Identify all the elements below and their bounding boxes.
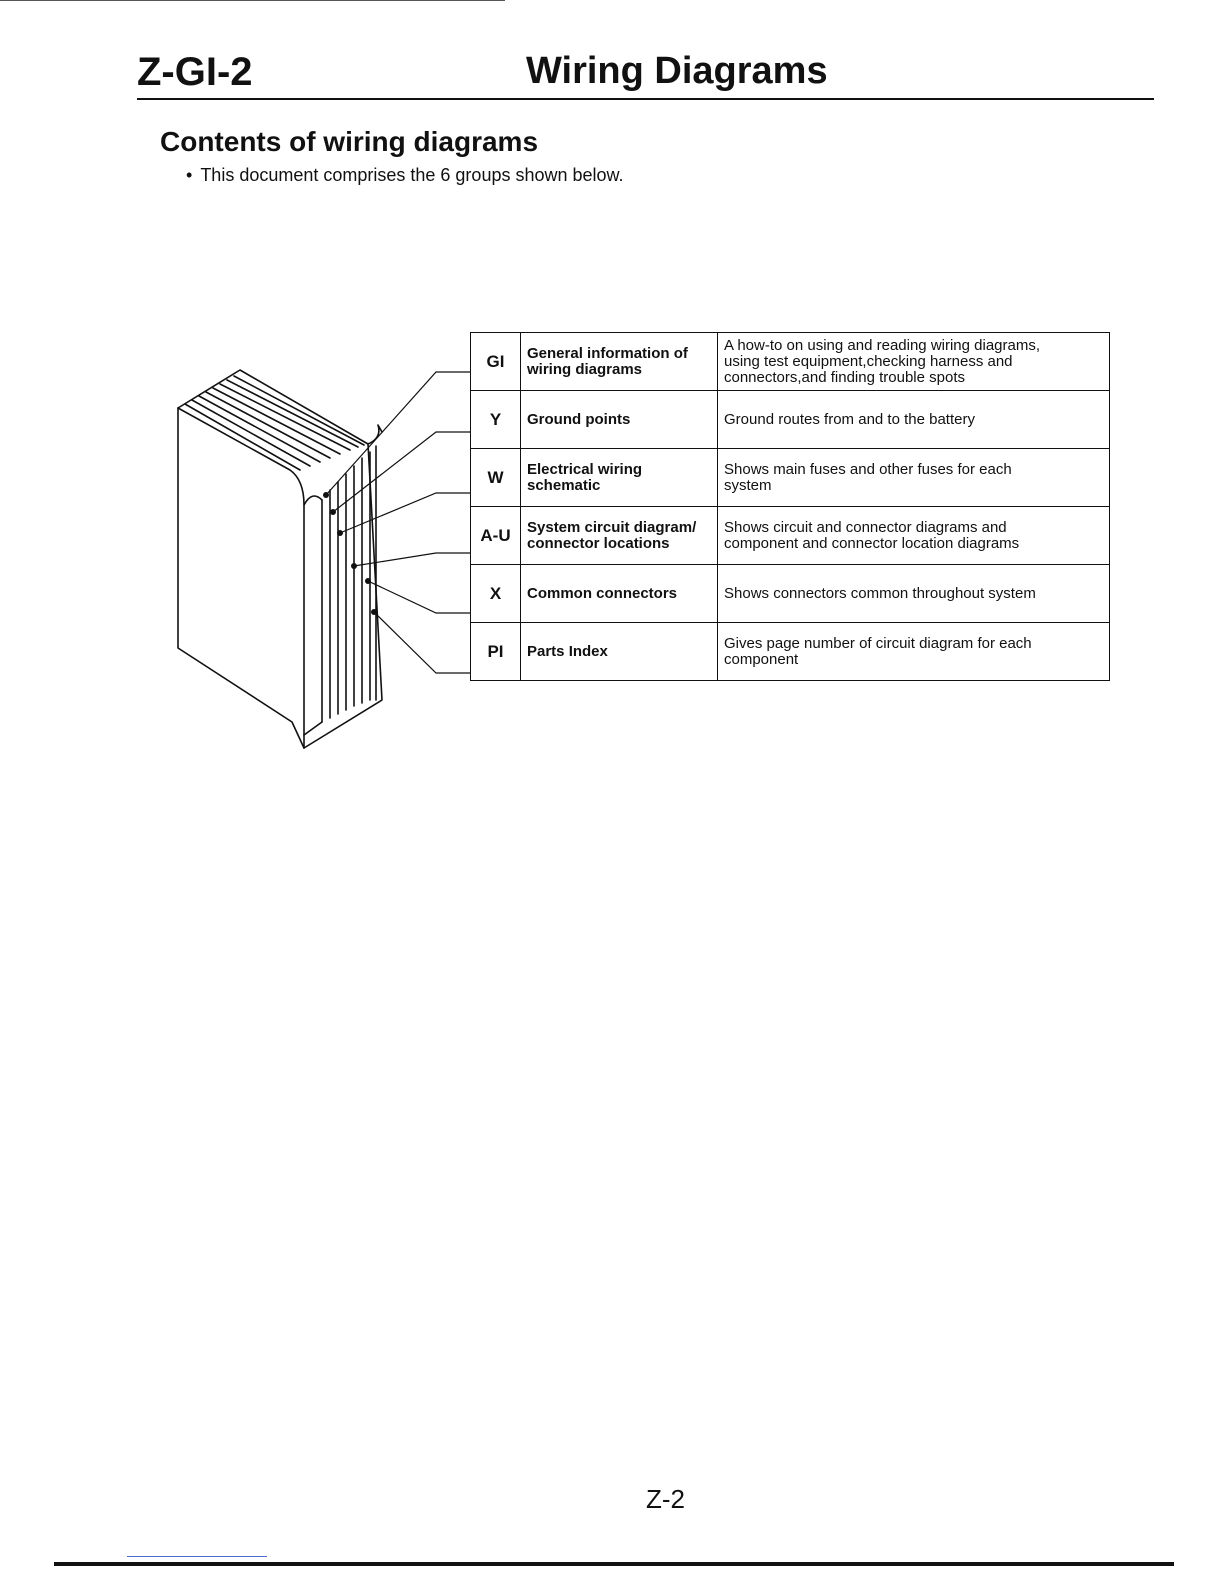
- page-code: Z-GI-2: [137, 50, 253, 94]
- group-name: [521, 565, 718, 623]
- group-description-line: A how-to on using and reading wiring diagrams,: [724, 336, 1041, 354]
- group-name-line: Common connectors: [527, 584, 678, 602]
- group-description: [718, 449, 1110, 507]
- table-row: [471, 565, 1110, 623]
- group-code: PI: [471, 623, 521, 681]
- group-name-line: wiring diagrams: [527, 360, 643, 378]
- table-row: [471, 623, 1110, 681]
- group-description-line: component and connector location diagrams: [724, 534, 1020, 552]
- section-heading: Contents of wiring diagrams: [160, 126, 539, 157]
- group-name-line: Ground points: [527, 410, 631, 428]
- group-name: [521, 333, 718, 391]
- group-description: [718, 623, 1110, 681]
- group-code: X: [471, 565, 521, 623]
- group-name-line: System circuit diagram/: [527, 518, 697, 536]
- group-code: A-U: [471, 507, 521, 565]
- table-row: [471, 507, 1110, 565]
- page-number: Z-2: [646, 1484, 685, 1514]
- group-name: [521, 449, 718, 507]
- group-code: GI: [471, 333, 521, 391]
- group-name-line: General information of: [527, 344, 688, 362]
- group-description-line: component: [724, 650, 799, 668]
- group-description: [718, 391, 1110, 449]
- group-description-line: Shows connectors common throughout system: [724, 584, 1036, 602]
- group-description-line: system: [724, 476, 772, 494]
- group-name-line: Electrical wiring: [527, 460, 643, 478]
- group-description: [718, 333, 1110, 391]
- group-name-line: connector locations: [527, 534, 670, 552]
- table-row: [471, 449, 1110, 507]
- footer-accent-rule: [127, 1556, 267, 1557]
- group-name: [521, 623, 718, 681]
- groups-table: [470, 332, 1110, 681]
- group-code: W: [471, 449, 521, 507]
- group-description-line: Shows main fuses and other fuses for each: [724, 460, 1012, 478]
- group-name-line: schematic: [527, 476, 601, 494]
- group-description-line: Gives page number of circuit diagram for each: [724, 634, 1032, 652]
- table-row: [471, 391, 1110, 449]
- group-name: [521, 391, 718, 449]
- group-description: [718, 565, 1110, 623]
- bullet-dot-icon: •: [186, 165, 193, 185]
- group-name: [521, 507, 718, 565]
- group-description: [718, 507, 1110, 565]
- group-description-line: connectors,and finding trouble spots: [724, 368, 965, 386]
- group-description-line: Shows circuit and connector diagrams and: [724, 518, 1007, 536]
- table-row: [471, 333, 1110, 391]
- footer-rule: [54, 1562, 1174, 1566]
- group-description-line: Ground routes from and to the battery: [724, 410, 975, 428]
- group-code: Y: [471, 391, 521, 449]
- group-name-line: Parts Index: [527, 642, 608, 660]
- intro-bullet-text: This document comprises the 6 groups shown below.: [200, 165, 624, 185]
- page-title: Wiring Diagrams: [526, 50, 828, 92]
- group-description-line: using test equipment,checking harness and: [724, 352, 1013, 370]
